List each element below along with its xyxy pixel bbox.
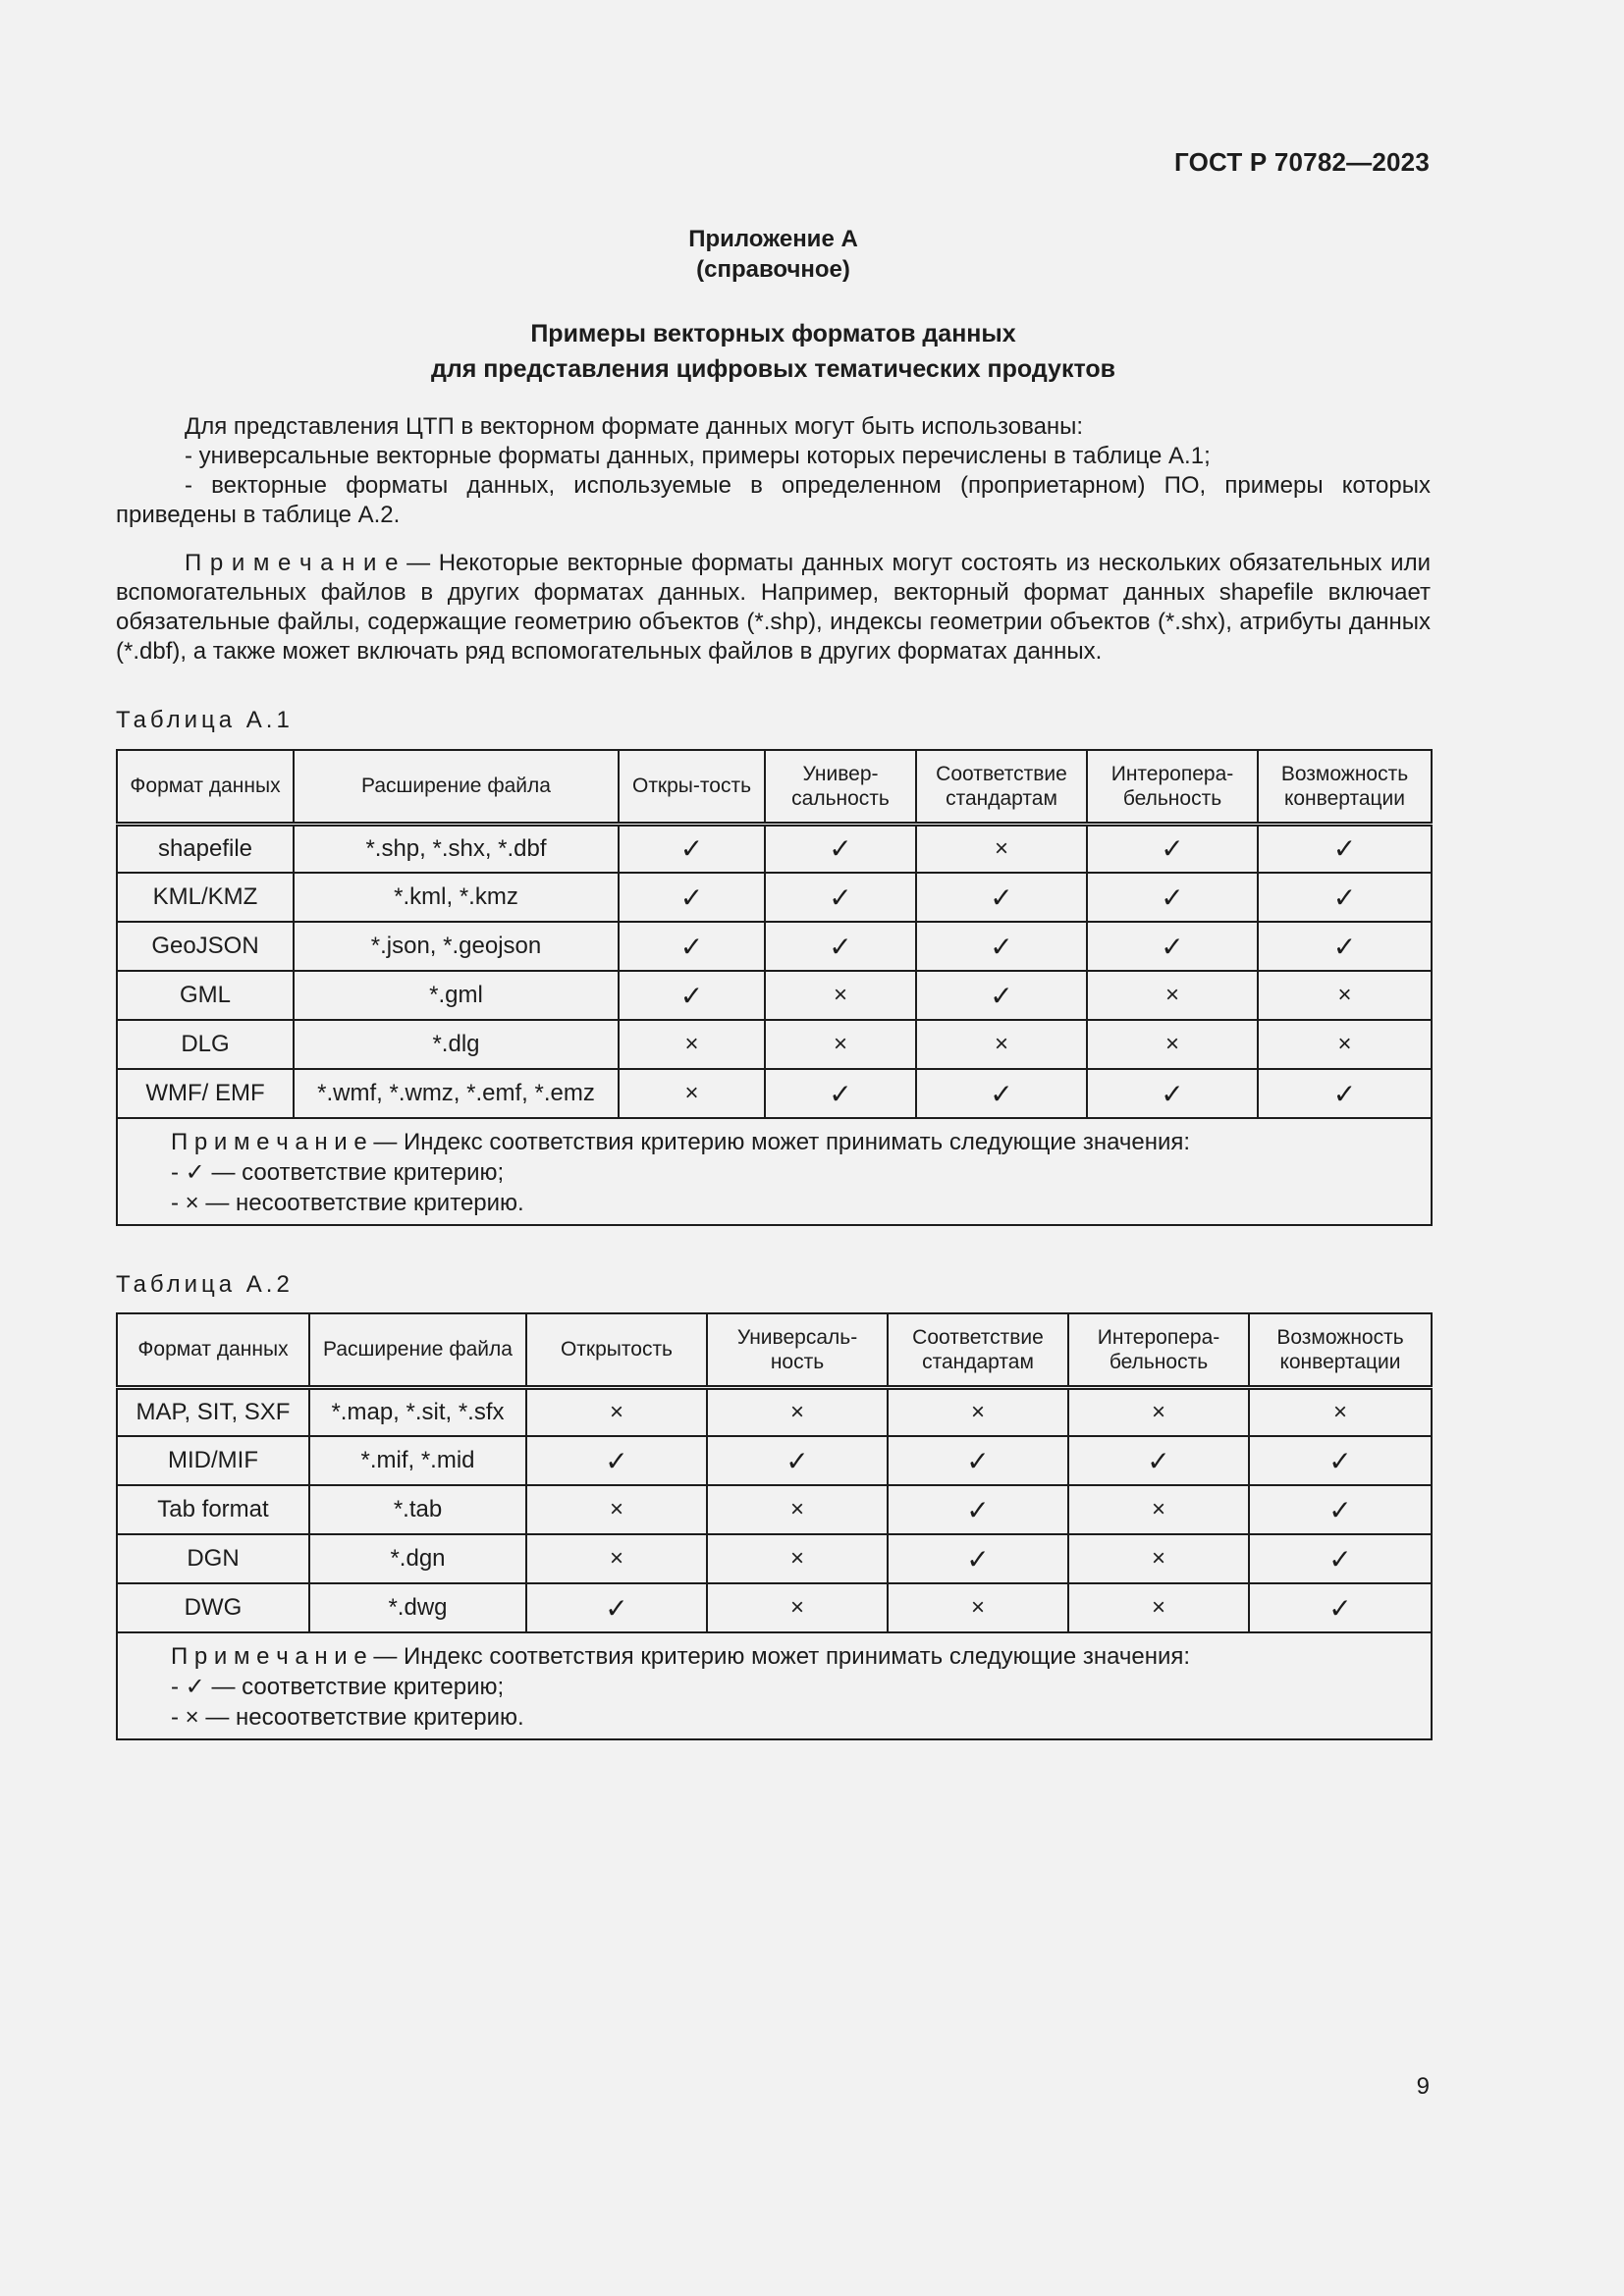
cell-format: shapefile <box>117 824 294 873</box>
cross-mark-icon: × <box>765 971 916 1020</box>
check-mark-icon: ✓ <box>619 873 765 922</box>
cross-mark-icon: × <box>707 1387 888 1436</box>
table-row <box>117 971 1432 1020</box>
check-mark-icon: ✓ <box>1249 1485 1432 1534</box>
cross-mark-icon: × <box>888 1387 1068 1436</box>
header-standards: Соответствие стандартам <box>916 750 1087 824</box>
intro-item-1: - универсальные векторные форматы данных, примеры которых перечислены в таблице А.1; <box>185 443 1211 469</box>
intro-lead: Для представления ЦТП в векторном формате данных могут быть использованы: <box>185 413 1084 440</box>
cross-mark-icon: × <box>619 1020 765 1069</box>
table-a2 <box>116 1312 1433 1740</box>
check-mark-icon: ✓ <box>888 1534 1068 1583</box>
cell-format: WMF/ EMF <box>117 1069 294 1118</box>
header-universality: Универ-сальность <box>765 750 916 824</box>
cell-extension: *.tab <box>309 1485 526 1534</box>
check-mark-icon: ✓ <box>765 922 916 971</box>
cross-mark-icon: × <box>1087 1020 1258 1069</box>
intro-item-2: - векторные форматы данных, используемые в определенном (проприетарном) ПО, примеры которых приведены в таблице А.2. <box>116 472 1431 528</box>
check-mark-icon: ✓ <box>1258 922 1432 971</box>
cell-format: MAP, SIT, SXF <box>117 1387 309 1436</box>
note-line-1: П р и м е ч а н и е — Индекс соответствия критерию может принимать следующие значения: <box>171 1643 1191 1670</box>
table-row <box>117 1485 1432 1534</box>
cross-mark-icon: × <box>916 1020 1087 1069</box>
table-header-row <box>117 750 1432 824</box>
note-label: П р и м е ч а н и е <box>185 550 399 576</box>
appendix-type: (справочное) <box>696 256 850 283</box>
title-line-2: для представления цифровых тематических продуктов <box>430 355 1116 383</box>
cell-format: GML <box>117 971 294 1020</box>
cell-format: MID/MIF <box>117 1436 309 1485</box>
title-line-1: Примеры векторных форматов данных <box>530 320 1016 347</box>
cell-format: DLG <box>117 1020 294 1069</box>
table-row <box>117 873 1432 922</box>
note-line-3: - × — несоответствие критерию. <box>171 1190 524 1216</box>
note-line-2: - ✓ — соответствие критерию; <box>171 1674 505 1700</box>
cross-mark-icon: × <box>1087 971 1258 1020</box>
table-note-row <box>117 1632 1432 1739</box>
header-format: Формат данных <box>117 1313 309 1387</box>
note-paragraph <box>116 549 1431 667</box>
check-mark-icon: ✓ <box>1068 1436 1249 1485</box>
header-conversion: Возможность конвертации <box>1258 750 1432 824</box>
note-text: — Некоторые векторные форматы данных могут состоять из нескольких обязательных или вспомогательных файлов в других форматах данных. Например, векторный формат данных shapefile включает обязательные файлы, содержащие геометрию объектов (*.shp), индексы геометрии объектов (*.shx), атрибуты данных (*.dbf), а также может включать ряд вспомогательных файлов в других форматах данных. <box>116 550 1431 665</box>
check-mark-icon: ✓ <box>916 873 1087 922</box>
cross-mark-icon: × <box>707 1583 888 1632</box>
check-mark-icon: ✓ <box>1087 1069 1258 1118</box>
note-line-2: - ✓ — соответствие критерию; <box>171 1159 505 1186</box>
cross-mark-icon: × <box>765 1020 916 1069</box>
check-mark-icon: ✓ <box>619 922 765 971</box>
table-row <box>117 1387 1432 1436</box>
cell-extension: *.gml <box>294 971 619 1020</box>
cross-mark-icon: × <box>526 1534 707 1583</box>
header-openness: Откры-тость <box>619 750 765 824</box>
check-mark-icon: ✓ <box>888 1436 1068 1485</box>
header-openness: Открытость <box>526 1313 707 1387</box>
cell-format: Tab format <box>117 1485 309 1534</box>
cell-extension: *.json, *.geojson <box>294 922 619 971</box>
appendix-title <box>0 316 1546 387</box>
appendix-heading <box>0 224 1546 285</box>
cross-mark-icon: × <box>707 1534 888 1583</box>
check-mark-icon: ✓ <box>916 1069 1087 1118</box>
cross-mark-icon: × <box>1068 1583 1249 1632</box>
table-row <box>117 1020 1432 1069</box>
header-universality: Универсаль-ность <box>707 1313 888 1387</box>
check-mark-icon: ✓ <box>707 1436 888 1485</box>
cell-extension: *.dlg <box>294 1020 619 1069</box>
check-mark-icon: ✓ <box>526 1583 707 1632</box>
cell-format: DGN <box>117 1534 309 1583</box>
cell-extension: *.shp, *.shx, *.dbf <box>294 824 619 873</box>
check-mark-icon: ✓ <box>765 1069 916 1118</box>
table-row <box>117 824 1432 873</box>
header-extension: Расширение файла <box>294 750 619 824</box>
check-mark-icon: ✓ <box>619 824 765 873</box>
appendix-label: Приложение А <box>688 226 858 252</box>
document-number: ГОСТ Р 70782—2023 <box>1174 147 1430 177</box>
cross-mark-icon: × <box>1249 1387 1432 1436</box>
cell-format: KML/KMZ <box>117 873 294 922</box>
check-mark-icon: ✓ <box>888 1485 1068 1534</box>
cross-mark-icon: × <box>1258 1020 1432 1069</box>
cell-extension: *.wmf, *.wmz, *.emf, *.emz <box>294 1069 619 1118</box>
table-row <box>117 922 1432 971</box>
header-format: Формат данных <box>117 750 294 824</box>
cell-extension: *.map, *.sit, *.sfx <box>309 1387 526 1436</box>
cross-mark-icon: × <box>526 1485 707 1534</box>
table-a2-note <box>117 1632 1432 1739</box>
check-mark-icon: ✓ <box>765 873 916 922</box>
cross-mark-icon: × <box>1068 1387 1249 1436</box>
check-mark-icon: ✓ <box>916 922 1087 971</box>
table-a1 <box>116 749 1433 1226</box>
check-mark-icon: ✓ <box>1249 1436 1432 1485</box>
table-note-row <box>117 1118 1432 1225</box>
cell-extension: *.kml, *.kmz <box>294 873 619 922</box>
table-header-row <box>117 1313 1432 1387</box>
header-conversion: Возможность конвертации <box>1249 1313 1432 1387</box>
cross-mark-icon: × <box>1068 1534 1249 1583</box>
check-mark-icon: ✓ <box>1087 873 1258 922</box>
table-a1-caption: Таблица А.1 <box>116 707 294 733</box>
cross-mark-icon: × <box>916 824 1087 873</box>
table-row <box>117 1583 1432 1632</box>
cell-extension: *.dwg <box>309 1583 526 1632</box>
table-a2-caption: Таблица А.2 <box>116 1271 294 1298</box>
note-line-3: - × — несоответствие критерию. <box>171 1704 524 1731</box>
table-row <box>117 1534 1432 1583</box>
cell-format: DWG <box>117 1583 309 1632</box>
table-row <box>117 1436 1432 1485</box>
cross-mark-icon: × <box>526 1387 707 1436</box>
check-mark-icon: ✓ <box>526 1436 707 1485</box>
cell-extension: *.mif, *.mid <box>309 1436 526 1485</box>
cross-mark-icon: × <box>1258 971 1432 1020</box>
check-mark-icon: ✓ <box>765 824 916 873</box>
check-mark-icon: ✓ <box>1249 1583 1432 1632</box>
check-mark-icon: ✓ <box>1249 1534 1432 1583</box>
cross-mark-icon: × <box>619 1069 765 1118</box>
page-number: 9 <box>1416 2073 1430 2100</box>
cross-mark-icon: × <box>707 1485 888 1534</box>
check-mark-icon: ✓ <box>1087 824 1258 873</box>
header-interoperability: Интеропера-бельность <box>1087 750 1258 824</box>
header-interoperability: Интеропера-бельность <box>1068 1313 1249 1387</box>
header-standards: Соответствие стандартам <box>888 1313 1068 1387</box>
check-mark-icon: ✓ <box>1258 873 1432 922</box>
header-extension: Расширение файла <box>309 1313 526 1387</box>
check-mark-icon: ✓ <box>1258 1069 1432 1118</box>
cell-extension: *.dgn <box>309 1534 526 1583</box>
check-mark-icon: ✓ <box>619 971 765 1020</box>
check-mark-icon: ✓ <box>1258 824 1432 873</box>
check-mark-icon: ✓ <box>916 971 1087 1020</box>
intro-paragraph <box>116 412 1431 530</box>
cell-format: GeoJSON <box>117 922 294 971</box>
check-mark-icon: ✓ <box>1087 922 1258 971</box>
table-row <box>117 1069 1432 1118</box>
cross-mark-icon: × <box>1068 1485 1249 1534</box>
table-a1-note <box>117 1118 1432 1225</box>
note-line-1: П р и м е ч а н и е — Индекс соответствия критерию может принимать следующие значения: <box>171 1129 1191 1155</box>
cross-mark-icon: × <box>888 1583 1068 1632</box>
